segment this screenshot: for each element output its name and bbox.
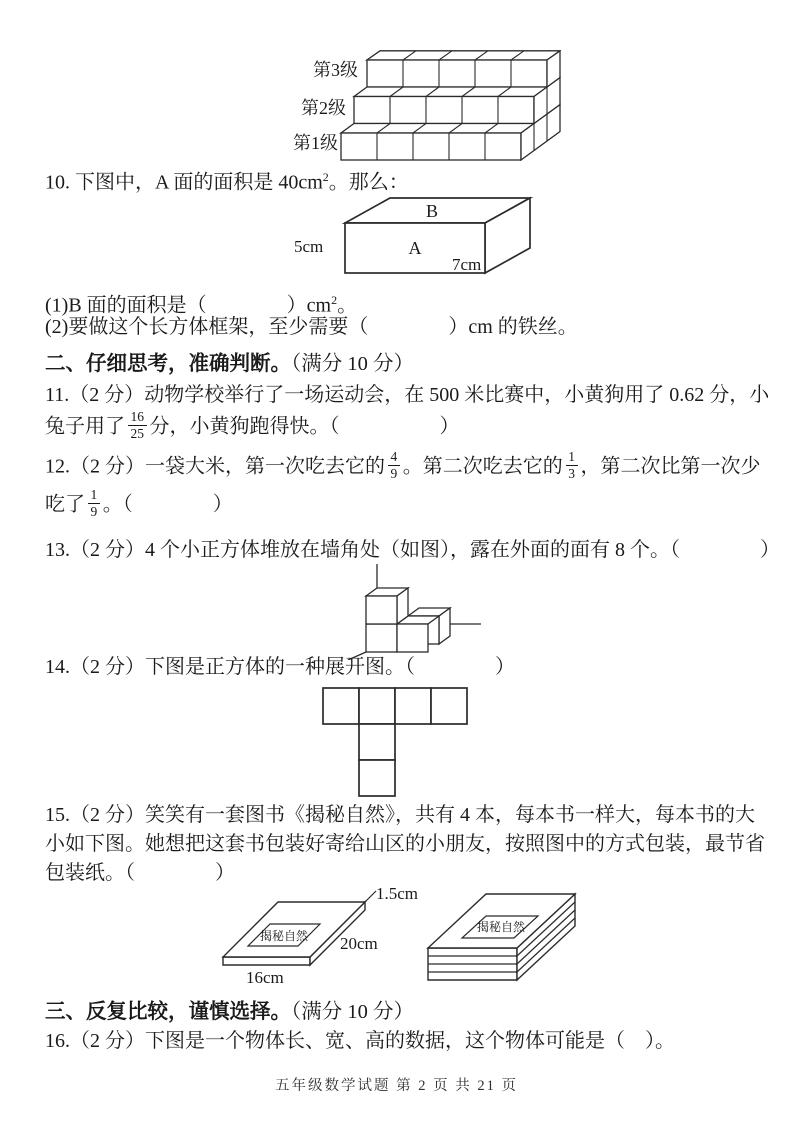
question-14-text: 14.（2 分）下图是正方体的一种展开图。（ ） — [45, 656, 515, 678]
corner-cubes-figure — [344, 564, 484, 660]
staircase-level2-label: 第2级 — [301, 98, 346, 118]
section-2-title: 二、仔细思考，准确判断。 — [45, 352, 291, 375]
question-15-line1: 15.（2 分）笑笑有一套图书《揭秘自然》，共有 4 本，每本书一样大，每本书的大 — [45, 804, 755, 826]
staircase-level1-label: 第1级 — [293, 133, 338, 153]
book-height-label: 20cm — [340, 934, 378, 953]
book-stack-cover-title: 揭秘自然 — [476, 920, 526, 934]
q12-line1-mid: 。第二次吃去它的 — [402, 455, 563, 478]
q11-line2-pre: 兔子用了 — [45, 415, 125, 438]
question-10-text — [45, 164, 409, 196]
q12-fraction-2 — [566, 450, 578, 481]
book-stack-figure — [426, 880, 616, 992]
question-10-sub2: (2)要做这个长方体框架，至少需要（ ）cm 的铁丝。 — [45, 316, 578, 338]
cuboid-height-label: 5cm — [294, 237, 324, 256]
q12-frac3-num: 1 — [88, 488, 100, 504]
cuboid-figure — [330, 192, 542, 280]
q10-sup: 2 — [322, 170, 329, 184]
question-11-line1: 11.（2 分）动物学校举行了一场运动会，在 500 米比赛中，小黄狗用了 0.62 分，小 — [45, 384, 770, 406]
book-width-label: 16cm — [246, 968, 284, 987]
q12-line1-post: ，第二次比第一次少 — [580, 455, 761, 478]
cuboid-front-label: A — [408, 238, 422, 258]
book-cover-title: 揭秘自然 — [259, 929, 309, 943]
q12-line2-post: 。（ ） — [102, 493, 233, 516]
section-3-header — [45, 999, 414, 1025]
staircase-figure — [333, 50, 561, 161]
question-13-text: 13.（2 分）4 个小正方体堆放在墙角处（如图），露在外面的面有 8 个。（ ） — [45, 539, 780, 561]
staircase-level3-label: 第3级 — [313, 60, 358, 80]
q12-line1-pre: 12.（2 分）一袋大米，第一次吃去它的 — [45, 455, 385, 478]
q10-text-post: 。那么： — [328, 171, 409, 194]
q10-sub1-post: 。 — [337, 294, 358, 317]
question-16-text: 16.（2 分）下图是一个物体长、宽、高的数据，这个物体可能是（ ）。 — [45, 1030, 675, 1052]
question-12-line1 — [45, 449, 761, 483]
q12-frac2-den: 3 — [568, 466, 575, 482]
q12-frac1-num: 4 — [388, 450, 400, 466]
book-thickness-label: 1.5cm — [376, 884, 419, 903]
q11-frac-den: 25 — [130, 426, 144, 442]
q12-line2-pre: 吃了 — [45, 493, 85, 516]
q10-sub1-pre: (1)B 面的面积是（ ）cm — [45, 294, 332, 317]
cuboid-depth-label: 7cm — [452, 255, 482, 274]
section-2-score: （满分 10 分） — [291, 353, 414, 375]
section-2-header — [45, 351, 414, 377]
question-15-line2: 小如下图。她想把这套书包装好寄给山区的小朋友，按照图中的方式包装，最节省 — [45, 833, 765, 855]
q12-fraction-3 — [88, 488, 100, 519]
question-12-line2 — [45, 487, 233, 521]
q12-fraction-1 — [388, 450, 400, 481]
q10-sub1-sup: 2 — [331, 293, 338, 307]
q12-frac3-den: 9 — [90, 504, 98, 520]
q12-frac2-num: 1 — [566, 450, 578, 466]
cube-net-figure — [322, 687, 470, 797]
question-15-line3: 包装纸。（ ） — [45, 862, 235, 884]
q11-line2-post: 分，小黄狗跑得快。（ ） — [149, 415, 460, 438]
section-3-title: 三、反复比较，谨慎选择。 — [45, 1000, 291, 1023]
section-3-score: （满分 10 分） — [291, 1001, 414, 1023]
q12-frac1-den: 9 — [390, 466, 398, 482]
q10-text-pre: 10. 下图中，A 面的面积是 40cm — [45, 171, 323, 194]
cuboid-top-label: B — [425, 201, 439, 221]
page-footer: 五年级数学试题 第 2 页 共 21 页 — [275, 1078, 518, 1094]
question-11-line2 — [45, 409, 460, 443]
q11-fraction — [128, 410, 147, 441]
q11-frac-num: 16 — [128, 410, 147, 426]
